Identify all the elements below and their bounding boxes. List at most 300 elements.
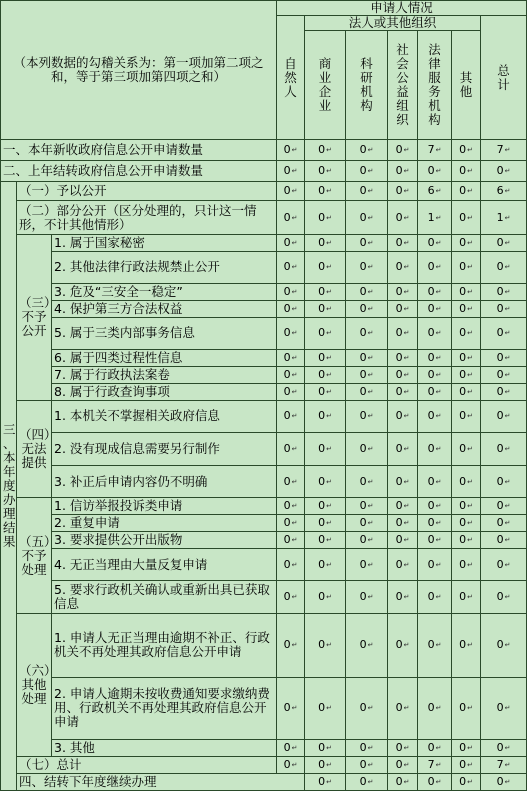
cell-value: 0 [427,638,435,652]
value-cell [305,466,346,498]
cell-value: 0 [395,701,403,715]
cell-value: 0 [359,326,367,340]
paragraph-mark-icon: ↵ [291,263,298,272]
value-cell [388,498,418,515]
value-cell [277,466,305,498]
paragraph-mark-icon: ↵ [403,743,410,752]
paragraph-mark-icon: ↵ [326,593,332,602]
value-cell [346,677,388,739]
value-cell [452,201,481,234]
value-cell [277,581,305,614]
cell-value: 0 [395,143,403,157]
value-cell [418,756,452,773]
paragraph-mark-icon: ↵ [504,329,511,338]
cell-value: 0 [459,235,467,249]
value-cell [481,739,527,756]
cell-value: 0 [359,499,367,513]
paragraph-mark-icon: ↵ [403,353,410,362]
value-cell [346,251,388,283]
value-cell [418,161,452,182]
row-label: 3. 要求提供公开出版物 [52,532,277,549]
value-cell [388,201,418,234]
cell-value: 0 [459,184,467,198]
value-cell [388,432,418,465]
paragraph-mark-icon: ↵ [367,777,374,786]
paragraph-mark-icon: ↵ [403,477,410,486]
paragraph-mark-icon: ↵ [504,238,511,247]
cell-value: 0 [427,367,435,381]
cell-value: 0 [318,384,326,398]
col-natural-person: 自 然 人 [277,16,305,140]
row-label: 1. 信访举报投诉类申请 [52,498,277,515]
value-cell [346,466,388,498]
paragraph-mark-icon: ↵ [291,187,298,196]
table-row [1,366,527,383]
table-row [1,677,527,739]
value-cell [452,677,481,739]
paragraph-mark-icon: ↵ [291,536,298,545]
value-cell [388,677,418,739]
cell-value: 0 [283,367,291,381]
cell-value: 0 [395,164,403,178]
cell-value: 0 [427,301,435,315]
row-label: 1. 申请人无正当理由逾期不补正、行政机关不再处理其政府信息公开申请 [52,614,277,677]
value-cell [277,300,305,317]
paragraph-mark-icon: ↵ [326,263,332,272]
cell-value: 0 [459,774,467,788]
cell-value: 0 [318,260,326,274]
cell-value: 0 [496,557,504,571]
paragraph-mark-icon: ↵ [291,743,298,752]
cell-value: 0 [496,516,504,530]
paragraph-mark-icon: ↵ [367,287,374,296]
paragraph-mark-icon: ↵ [367,213,374,222]
table-row [1,182,527,201]
value-cell [388,383,418,400]
cell-value: 0 [283,260,291,274]
value-cell [388,400,418,432]
paragraph-mark-icon: ↵ [435,213,442,222]
value-cell [481,366,527,383]
paragraph-mark-icon: ↵ [435,370,442,379]
cell-value: 0 [318,301,326,315]
table-row [1,773,527,790]
paragraph-mark-icon: ↵ [467,777,473,786]
cell-value: 0 [283,590,291,604]
legal-org-header: 法人或其他组织 [305,16,481,31]
value-cell [481,677,527,739]
paragraph-mark-icon: ↵ [504,187,511,196]
cell-value: 0 [283,442,291,455]
value-cell [481,400,527,432]
value-cell [346,317,388,349]
value-cell [452,515,481,532]
paragraph-mark-icon: ↵ [326,536,332,545]
paragraph-mark-icon: ↵ [467,238,473,247]
paragraph-mark-icon: ↵ [326,213,332,222]
cell-value: 0 [359,350,367,364]
paragraph-mark-icon: ↵ [367,477,374,486]
paragraph-mark-icon: ↵ [504,704,511,713]
paragraph-mark-icon: ↵ [467,593,473,602]
cell-value: 0 [318,474,326,488]
value-cell [277,498,305,515]
value-cell [277,532,305,549]
cell-value: 0 [318,143,326,157]
paragraph-mark-icon: ↵ [367,743,374,752]
paragraph-mark-icon: ↵ [435,445,442,453]
paragraph-mark-icon: ↵ [291,445,298,453]
paragraph-mark-icon: ↵ [403,412,410,421]
group-4-label: （四）无法提供 [17,400,52,497]
paragraph-mark-icon: ↵ [367,387,374,396]
value-cell [305,383,346,400]
value-cell [305,739,346,756]
paragraph-mark-icon: ↵ [403,560,410,569]
paragraph-mark-icon: ↵ [291,519,298,528]
paragraph-mark-icon: ↵ [367,593,374,602]
value-cell [481,182,527,201]
paragraph-mark-icon: ↵ [435,287,442,296]
paragraph-mark-icon: ↵ [403,760,410,769]
row-label: 2. 没有现成信息需要另行制作 [52,432,277,465]
paragraph-mark-icon: ↵ [403,445,410,453]
value-cell [388,140,418,161]
value-cell [346,383,388,400]
value-cell [418,549,452,581]
row-label: 2. 申请人逾期未按收费通知要求缴纳费用、行政机关不再处理其政府信息公开申请 [52,677,277,739]
cell-value: 0 [318,235,326,249]
value-cell [452,773,481,790]
value-cell [388,532,418,549]
cell-value: 1 [496,210,504,224]
cell-value: 0 [359,284,367,298]
cell-value: 0 [318,740,326,754]
paragraph-mark-icon: ↵ [403,329,410,338]
value-cell [346,234,388,251]
value-cell [418,317,452,349]
paragraph-mark-icon: ↵ [367,445,374,453]
cell-value: 0 [459,284,467,298]
paragraph-mark-icon: ↵ [367,353,374,362]
paragraph-mark-icon: ↵ [467,412,473,421]
value-cell [346,400,388,432]
cell-value: 0 [427,384,435,398]
row-label: 3. 其他 [52,739,277,756]
paragraph-mark-icon: ↵ [291,412,298,421]
cell-value: 0 [427,740,435,754]
table-row [1,234,527,251]
value-cell [418,581,452,614]
paragraph-mark-icon: ↵ [326,743,332,752]
cell-value: 0 [283,326,291,340]
cell-value: 0 [395,235,403,249]
paragraph-mark-icon: ↵ [403,304,410,313]
value-cell [346,349,388,366]
table-row [1,161,527,182]
cell-value: 0 [427,701,435,715]
paragraph-mark-icon: ↵ [504,287,511,296]
cell-value: 0 [318,284,326,298]
cell-value: 0 [359,164,367,178]
paragraph-mark-icon: ↵ [326,304,332,313]
value-cell [452,182,481,201]
value-cell [481,251,527,283]
table-row [1,300,527,317]
cell-value: 0 [496,638,504,652]
cell-value: 0 [496,409,504,423]
value-cell [305,283,346,300]
value-cell [305,773,346,790]
cell-value: 0 [427,326,435,340]
paragraph-mark-icon: ↵ [403,387,410,396]
value-cell [388,366,418,383]
cell-value: 0 [395,260,403,274]
value-cell [346,614,388,677]
paragraph-mark-icon: ↵ [435,502,442,511]
value-cell [481,300,527,317]
row-label: 5. 要求行政机关确认或重新出具已获取信息 [52,581,277,614]
value-cell [418,234,452,251]
value-cell [277,140,305,161]
cell-value: 0 [496,367,504,381]
cell-value: 0 [283,757,291,771]
value-cell [418,773,452,790]
group-6-label: （六）其他处理 [17,614,52,756]
value-cell [418,400,452,432]
cell-value: 0 [283,350,291,364]
value-cell [346,201,388,234]
paragraph-mark-icon: ↵ [403,704,410,713]
value-cell [277,677,305,739]
cell-value: 0 [395,350,403,364]
value-cell [452,317,481,349]
cell-value: 0 [459,533,467,547]
paragraph-mark-icon: ↵ [403,167,410,176]
value-cell [388,161,418,182]
cell-value: 0 [359,442,367,455]
paragraph-mark-icon: ↵ [467,477,473,486]
paragraph-mark-icon: ↵ [435,187,442,196]
paragraph-mark-icon: ↵ [467,445,473,453]
cell-value: 0 [496,384,504,398]
cell-value: 0 [283,638,291,652]
cell-value: 0 [496,590,504,604]
value-cell [481,383,527,400]
value-cell [305,581,346,614]
value-cell [305,251,346,283]
cell-value: 0 [395,442,403,455]
cell-value: 0 [283,301,291,315]
row-label: 8. 属于行政查询事项 [52,383,277,400]
cell-value: 0 [459,210,467,224]
cell-value: 0 [359,757,367,771]
paragraph-mark-icon: ↵ [435,146,442,155]
value-cell [277,182,305,201]
value-cell [346,532,388,549]
value-cell [305,498,346,515]
value-cell [305,432,346,465]
paragraph-mark-icon: ↵ [326,560,332,569]
cell-value: 7 [496,757,504,771]
col-business: 商 业 企 业 [305,31,346,140]
paragraph-mark-icon: ↵ [291,593,298,602]
paragraph-mark-icon: ↵ [326,519,332,528]
paragraph-mark-icon: ↵ [504,387,511,396]
cell-value: 0 [459,164,467,178]
paragraph-mark-icon: ↵ [291,704,298,713]
cell-value: 0 [283,235,291,249]
cell-value: 0 [359,557,367,571]
value-cell [388,251,418,283]
value-cell [388,549,418,581]
value-cell [481,532,527,549]
paragraph-mark-icon: ↵ [504,146,511,155]
cell-value: 0 [359,533,367,547]
cell-value: 0 [283,409,291,423]
paragraph-mark-icon: ↵ [467,213,473,222]
paragraph-mark-icon: ↵ [435,167,442,176]
paragraph-mark-icon: ↵ [326,167,332,176]
value-cell [346,432,388,465]
paragraph-mark-icon: ↵ [504,213,511,222]
value-cell [305,366,346,383]
paragraph-mark-icon: ↵ [403,263,410,272]
cell-value: 0 [395,367,403,381]
value-cell [452,283,481,300]
relation-note: （本列数据的勾稽关系为：第一项加第二项之和，等于第三项加第四项之和） [1,1,277,140]
paragraph-mark-icon: ↵ [467,304,473,313]
cell-value: 0 [283,143,291,157]
value-cell [346,581,388,614]
cell-value: 0 [359,638,367,652]
row-label: 2. 其他法律行政法规禁止公开 [52,251,277,283]
cell-value: 0 [359,367,367,381]
value-cell [481,201,527,234]
paragraph-mark-icon: ↵ [435,760,442,769]
cell-value: 0 [459,260,467,274]
paragraph-mark-icon: ↵ [504,477,511,486]
cell-value: 0 [318,409,326,423]
paragraph-mark-icon: ↵ [403,287,410,296]
cell-value: 0 [427,409,435,423]
value-cell [418,182,452,201]
cell-value: 0 [359,384,367,398]
paragraph-mark-icon: ↵ [504,519,511,528]
cell-value: 0 [318,701,326,715]
col-research: 科 研 机 构 [346,31,388,140]
value-cell [418,140,452,161]
paragraph-mark-icon: ↵ [291,238,298,247]
value-cell [481,515,527,532]
paragraph-mark-icon: ↵ [467,167,473,176]
cell-value: 0 [359,409,367,423]
row-label: （二）部分公开（区分处理的，只计这一情形，不计其他情形） [17,201,277,234]
value-cell [481,432,527,465]
cell-value: 0 [318,590,326,604]
value-cell [388,317,418,349]
paragraph-mark-icon: ↵ [367,536,374,545]
value-cell [481,756,527,773]
paragraph-mark-icon: ↵ [367,560,374,569]
paragraph-mark-icon: ↵ [435,536,442,545]
cell-value: 0 [496,442,504,455]
value-cell [388,466,418,498]
cell-value: 0 [427,474,435,488]
value-cell [305,300,346,317]
value-cell [388,773,418,790]
cell-value: 0 [395,557,403,571]
row-label: 6. 属于四类过程性信息 [52,349,277,366]
paragraph-mark-icon: ↵ [326,641,332,650]
value-cell [452,532,481,549]
value-cell [277,234,305,251]
value-cell [346,283,388,300]
value-cell [388,614,418,677]
cell-value: 0 [359,701,367,715]
value-cell [418,349,452,366]
cell-value: 0 [427,774,435,788]
cell-value: 0 [459,557,467,571]
paragraph-mark-icon: ↵ [504,263,511,272]
value-cell [452,614,481,677]
col-total: 总 计 [481,16,527,140]
cell-value: 0 [459,701,467,715]
value-cell [452,251,481,283]
cell-value: 0 [359,235,367,249]
cell-value: 0 [427,284,435,298]
paragraph-mark-icon: ↵ [435,387,442,396]
value-cell [388,349,418,366]
table-row [1,614,527,677]
value-cell [418,383,452,400]
paragraph-mark-icon: ↵ [367,263,374,272]
paragraph-mark-icon: ↵ [504,167,511,176]
cell-value: 0 [283,210,291,224]
value-cell [418,498,452,515]
cell-value: 0 [318,367,326,381]
paragraph-mark-icon: ↵ [467,370,473,379]
cell-value: 0 [496,326,504,340]
value-cell [277,756,305,773]
table-row [1,498,527,515]
paragraph-mark-icon: ↵ [435,238,442,247]
cell-value: 0 [359,516,367,530]
group-5-label: （五）不予处理 [17,498,52,614]
paragraph-mark-icon: ↵ [367,329,374,338]
cell-value: 0 [359,184,367,198]
cell-value: 0 [459,367,467,381]
paragraph-mark-icon: ↵ [367,704,374,713]
cell-value: 0 [283,740,291,754]
paragraph-mark-icon: ↵ [326,187,332,196]
value-cell [388,283,418,300]
paragraph-mark-icon: ↵ [467,146,473,155]
paragraph-mark-icon: ↵ [403,777,410,786]
value-cell [452,581,481,614]
cell-value: 0 [395,757,403,771]
cell-value: 7 [496,143,504,157]
cell-value: 0 [496,350,504,364]
cell-value: 0 [318,516,326,530]
paragraph-mark-icon: ↵ [467,704,473,713]
paragraph-mark-icon: ↵ [291,213,298,222]
paragraph-mark-icon: ↵ [291,477,298,486]
value-cell [388,756,418,773]
cell-value: 6 [496,184,504,198]
value-cell [346,182,388,201]
paragraph-mark-icon: ↵ [367,167,374,176]
